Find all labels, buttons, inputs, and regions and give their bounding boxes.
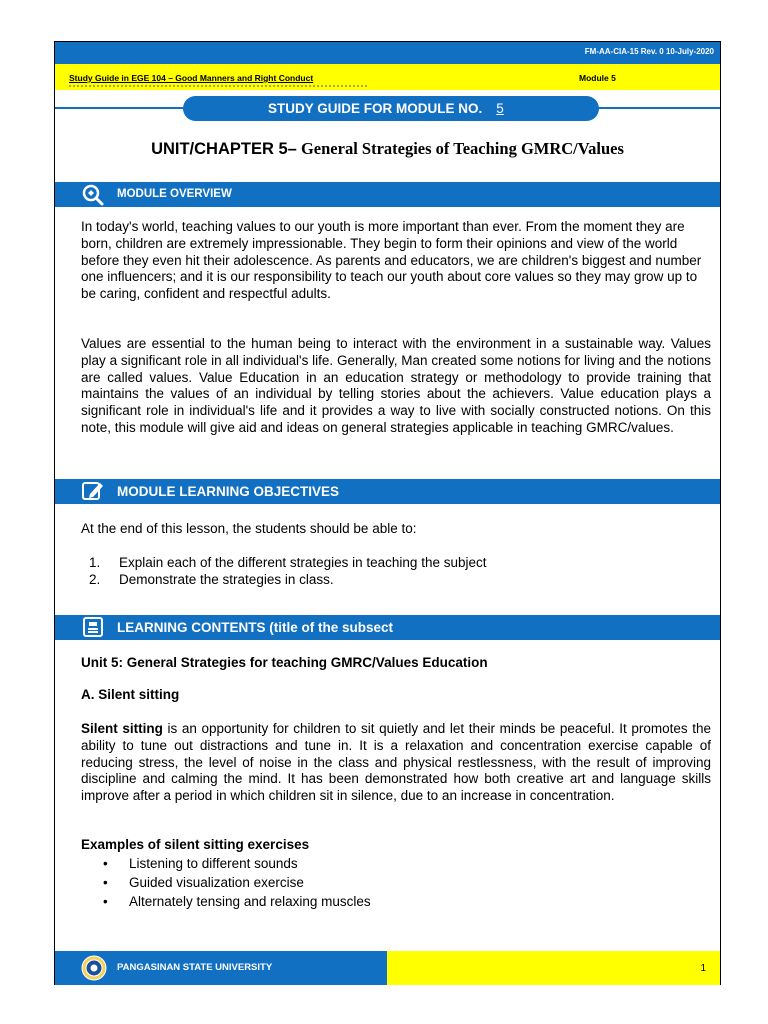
module-overview-heading: MODULE OVERVIEW bbox=[117, 188, 232, 200]
module-label: Module 5 bbox=[579, 73, 616, 83]
silent-sitting-paragraph bbox=[81, 721, 711, 805]
university-name: PANGASINAN STATE UNIVERSITY bbox=[117, 962, 273, 973]
unit-title-text: General Strategies of Teaching GMRC/Values bbox=[296, 139, 624, 158]
unit-prefix: UNIT/CHAPTER 5– bbox=[151, 140, 297, 158]
document-code: FM-AA-CIA-15 Rev. 0 10-July-2020 bbox=[584, 47, 714, 56]
edit-icon bbox=[81, 480, 105, 502]
term-silent-sitting: Silent sitting bbox=[81, 721, 163, 736]
learning-objectives-heading: MODULE LEARNING OBJECTIVES bbox=[117, 484, 340, 499]
unit-heading: Unit 5: General Strategies for teaching GMRC/Values Education bbox=[81, 655, 488, 670]
objectives-list bbox=[89, 554, 487, 588]
study-guide-page bbox=[54, 41, 721, 985]
faded-text-line bbox=[69, 85, 369, 87]
list-item: • Alternately tensing and relaxing muscles bbox=[103, 894, 371, 909]
document-icon bbox=[81, 616, 105, 638]
section-subheading: A. Silent sitting bbox=[81, 687, 180, 702]
course-bar bbox=[55, 64, 720, 90]
learning-contents-heading: LEARNING CONTENTS (title of the subsect bbox=[117, 620, 394, 635]
examples-list bbox=[103, 854, 371, 911]
footer-page-bar bbox=[387, 951, 720, 985]
page-number: 1 bbox=[700, 963, 706, 974]
list-item: • Guided visualization exercise bbox=[103, 875, 304, 890]
objectives-intro: At the end of this lesson, the students should be able to: bbox=[81, 521, 417, 536]
learning-objectives-bar bbox=[55, 479, 720, 504]
footer-university-bar bbox=[55, 951, 387, 985]
module-overview-bar bbox=[55, 182, 720, 207]
study-guide-label: STUDY GUIDE FOR MODULE NO. bbox=[267, 101, 483, 116]
silent-sitting-description: is an opportunity for children to sit quietly and let their minds be peaceful. It promotes the ability to tune out distractions and tune in. It is a relaxation and concentration exercise capable of reducing stress, the level of noise in the class and physical restlessness, with the result of improving discipline and calming the mind. It has been demonstrated how both creative art and language skills improve after a period in which children sit in silence, due to an increase in concentration. bbox=[81, 721, 711, 804]
list-item: 2. Demonstrate the strategies in class. bbox=[89, 572, 334, 587]
module-number: 5 bbox=[496, 101, 504, 116]
study-guide-banner bbox=[183, 96, 599, 121]
unit-title bbox=[55, 139, 720, 159]
list-item: 1. Explain each of the different strategies in teaching the subject bbox=[89, 555, 487, 570]
magnifier-icon bbox=[81, 183, 105, 205]
overview-paragraph-1: In today's world, teaching values to our youth is more important than ever. From the moment they are born, children are extremely impressionable. They begin to form their opinions and view of the world before they even hit their adolescence. As parents and educators, we are children's biggest and number one influencers; and it is our responsibility to teach our youth about core values so they may grow up to be caring, confident and respectful adults. bbox=[81, 219, 702, 302]
header-bar bbox=[55, 42, 720, 64]
overview-paragraph-2: Values are essential to the human being to interact with the environment in a sustainable way. Values play a significant role in all individual's life. Generally, Man created some notions for living and the notions are called values. Value Education in an education strategy or methodology to provide training that maintains the values of an individual by telling stories about the achievers. Value education plays a significant role in individual's life and it provides a way to live with socially constructed notions. On this note, this module will give aid and ideas on general strategies applicable in teaching GMRC/values. bbox=[81, 336, 711, 435]
course-title: Study Guide in EGE 104 – Good Manners and Right Conduct bbox=[69, 73, 314, 83]
learning-contents-bar bbox=[55, 615, 720, 640]
list-item: • Listening to different sounds bbox=[103, 856, 298, 871]
examples-heading: Examples of silent sitting exercises bbox=[81, 837, 310, 852]
university-seal-icon bbox=[81, 955, 107, 981]
